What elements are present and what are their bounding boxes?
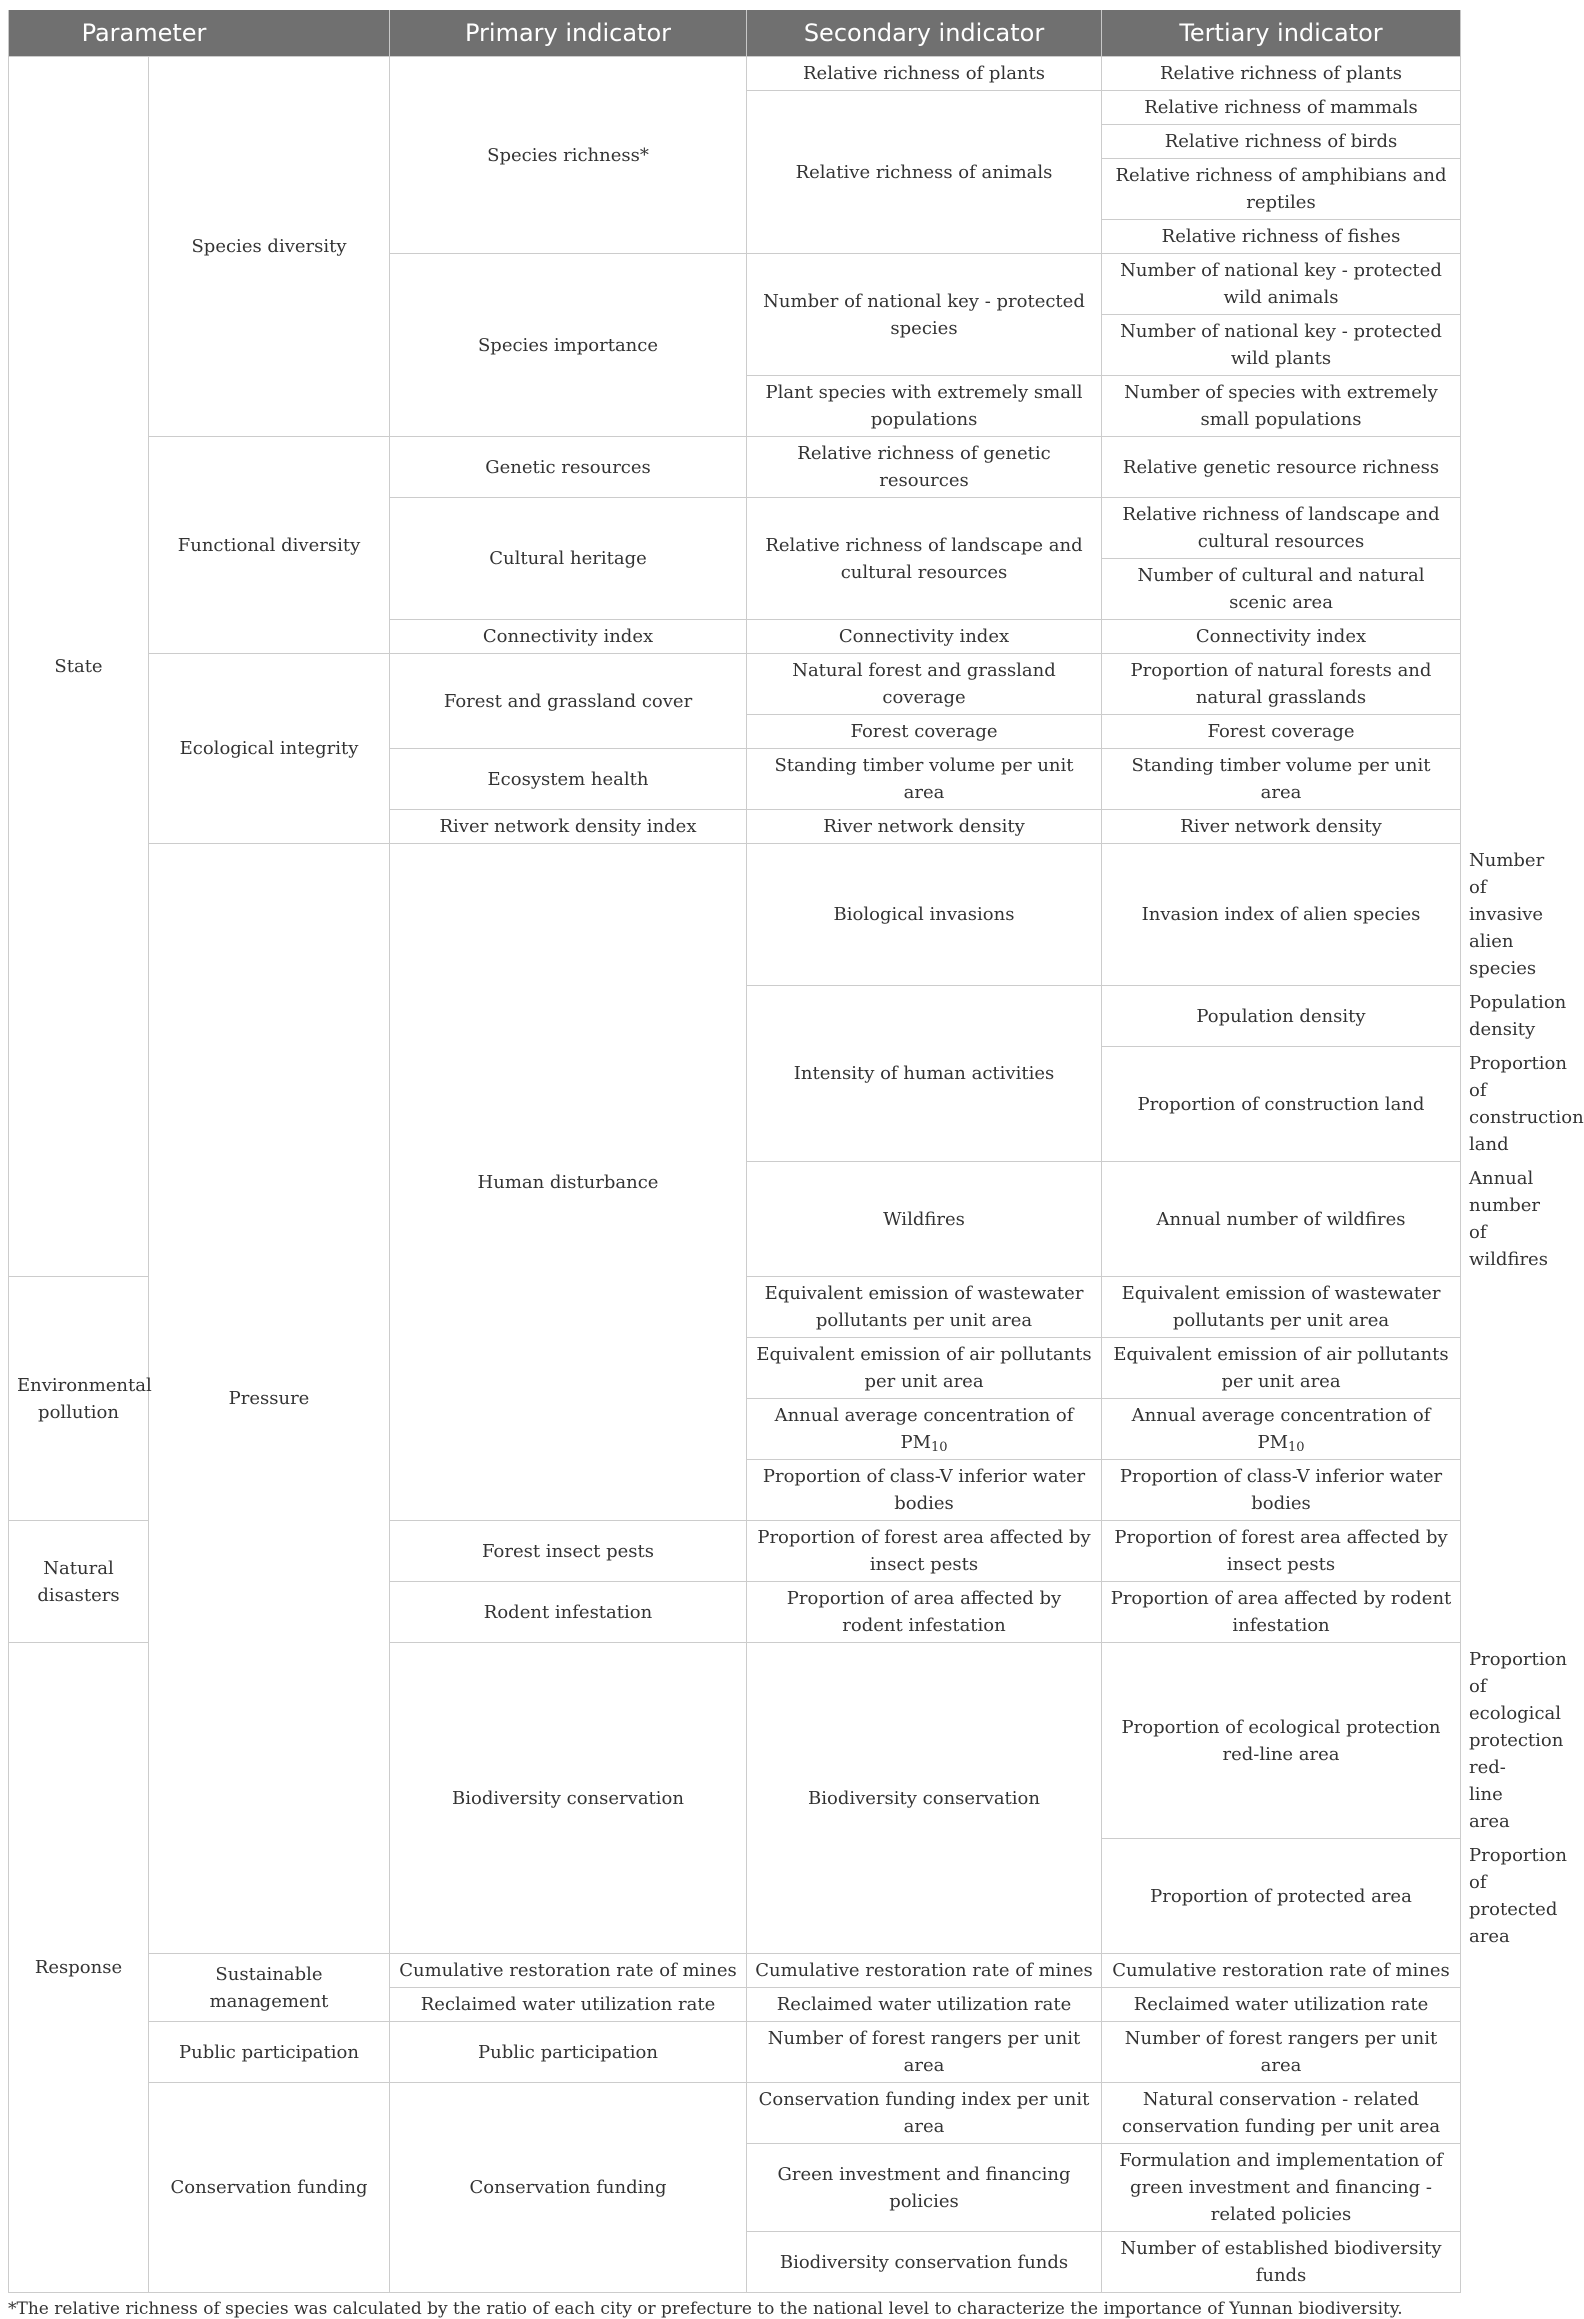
tertiary-cell: Formulation and implementation of green investment and financing - related policies [1102,2144,1461,2232]
secondary-cell: Conservation funding index per unit area [747,2083,1102,2144]
tertiary-cell: Number of national key - protected wild animals [1102,254,1461,315]
secondary-cell: River network density [747,810,1102,844]
cat-functional-diversity: Functional diversity [149,437,390,654]
secondary-cell: Annual average concentration of $PM_{10}$ [747,1399,1102,1460]
tertiary-cell: Proportion of forest area affected by insect pests [1102,1521,1461,1582]
primary-cell: River network density index [390,810,747,844]
secondary-cell: Proportion of construction land [1102,1047,1461,1162]
tertiary-cell: Number of species with extremely small populations [1102,376,1461,437]
secondary-cell: Invasion index of alien species [1102,844,1461,986]
secondary-cell: Biodiversity conservation funds [747,2232,1102,2293]
tertiary-cell: Relative genetic resource richness [1102,437,1461,498]
tertiary-cell: Relative richness of fishes [1102,220,1461,254]
cat-ecological-integrity: Ecological integrity [149,654,390,844]
secondary-cell: Annual number of wildfires [1102,1162,1461,1277]
table-row: Proportion of protected area Proportion of protected area [9,1839,1461,1954]
secondary-cell: Equivalent emission of air pollutants per unit area [747,1338,1102,1399]
table-row [9,2022,1461,2083]
tertiary-cell: Number of cultural and natural scenic area [1102,559,1461,620]
header-tertiary: Tertiary indicator [1102,10,1461,57]
cat-species-diversity: Species diversity [149,57,390,437]
cat-public-participation: Public participation [149,2022,390,2083]
tertiary-cell: Relative richness of mammals [1102,91,1461,125]
tertiary-cell: Equivalent emission of wastewater pollutants per unit area [1102,1277,1461,1338]
secondary-cell: Proportion of class-V inferior water bodies [747,1460,1102,1521]
header-primary: Primary indicator [390,10,747,57]
table-row: Wildfires Annual number of wildfires Annual number of wildfires [9,1162,1461,1277]
tertiary-cell: Cumulative restoration rate of mines [1102,1954,1461,1988]
secondary-cell: Standing timber volume per unit area [747,749,1102,810]
secondary-cell: Connectivity index [747,620,1102,654]
table-row: Response Biodiversity conservation Biodiversity conservation Proportion of ecological protection red-line area Proportion of ecological protection red-line area [9,1643,1461,1839]
secondary-cell: Relative richness of animals [747,91,1102,254]
primary-cell: Forest insect pests [390,1521,747,1582]
table-row: Pressure Human disturbance Biological invasions Invasion index of alien species Number of invasive alien species [9,844,1461,986]
primary-cell: Biological invasions [747,844,1102,986]
table-footnote: *The relative richness of species was calculated by the ratio of each city or prefecture to the national level to characterize the importance of Yunnan biodiversity. [8,2299,1403,2319]
cat-biodiversity-conservation: Biodiversity conservation [390,1643,747,1954]
secondary-cell: Relative richness of landscape and cultural resources [747,498,1102,620]
secondary-cell: Proportion of protected area [1102,1839,1461,1954]
primary-cell: Environmental pollution [9,1277,149,1521]
tertiary-cell: Reclaimed water utilization rate [1102,1988,1461,2022]
cat-sustainable-management: Sustainable management [149,1954,390,2022]
secondary-cell: Green investment and financing policies [747,2144,1102,2232]
cat-human-disturbance: Human disturbance [390,844,747,1521]
tertiary-cell: Number of national key - protected wild plants [1102,315,1461,376]
tertiary-cell: Relative richness of landscape and cultural resources [1102,498,1461,559]
tertiary-cell: Annual average concentration of $PM_{10}$ [1102,1399,1461,1460]
param-pressure: Pressure [149,844,390,1954]
secondary-cell: Forest coverage [747,715,1102,749]
primary-cell: Cumulative restoration rate of mines [390,1954,747,1988]
tertiary-cell: Relative richness of plants [1102,57,1461,91]
cat-conservation-funding: Conservation funding [149,2083,390,2293]
tertiary-cell: Proportion of natural forests and natural grasslands [1102,654,1461,715]
secondary-cell: Proportion of area affected by rodent infestation [747,1582,1102,1643]
table-row [9,437,1461,498]
table-row [9,2083,1461,2144]
tertiary-cell: Relative richness of amphibians and reptiles [1102,159,1461,220]
primary-cell: Species importance [390,254,747,437]
primary-cell: Species richness* [390,57,747,254]
tertiary-cell: Number of forest rangers per unit area [1102,2022,1461,2083]
tertiary-cell: Relative richness of birds [1102,125,1461,159]
indicator-table [8,10,1584,2293]
secondary-cell: Reclaimed water utilization rate [747,1988,1102,2022]
primary-cell: Reclaimed water utilization rate [390,1988,747,2022]
tertiary-cell: River network density [1102,810,1461,844]
table-row: Intensity of human activities Population density Population density [9,986,1461,1047]
indicator-table-container [8,10,1584,2319]
cat-natural-disasters: Natural disasters [9,1521,149,1643]
pm10-subscript: 10 [931,1440,948,1455]
secondary-cell: Proportion of ecological protection red-line area [1102,1643,1461,1839]
primary-cell: Conservation funding [390,2083,747,2293]
secondary-cell: Equivalent emission of wastewater pollutants per unit area [747,1277,1102,1338]
primary-cell: Connectivity index [390,620,747,654]
secondary-cell: Plant species with extremely small populations [747,376,1102,437]
secondary-cell: Population density [1102,986,1461,1047]
secondary-cell: Number of national key - protected species [747,254,1102,376]
primary-cell: Genetic resources [390,437,747,498]
table-row [9,654,1461,715]
table-row [9,57,1461,91]
pm10-subscript: 10 [1288,1440,1305,1455]
primary-cell: Forest and grassland cover [390,654,747,749]
header-parameter-label: Parameter [81,19,207,47]
tertiary-cell: Equivalent emission of air pollutants per unit area [1102,1338,1461,1399]
primary-cell: Ecosystem health [390,749,747,810]
tertiary-cell: Number of established biodiversity funds [1102,2232,1461,2293]
param-response: Response [9,1643,149,2293]
secondary-cell: Number of forest rangers per unit area [747,2022,1102,2083]
primary-cell: Wildfires [747,1162,1102,1277]
tertiary-cell: Proportion of area affected by rodent infestation [1102,1582,1461,1643]
tertiary-cell: Proportion of class-V inferior water bodies [1102,1460,1461,1521]
tertiary-cell: Standing timber volume per unit area [1102,749,1461,810]
tertiary-cell: Forest coverage [1102,715,1461,749]
secondary-cell: Proportion of forest area affected by insect pests [747,1521,1102,1582]
primary-cell: Cultural heritage [390,498,747,620]
primary-cell: Rodent infestation [390,1582,747,1643]
secondary-cell: Cumulative restoration rate of mines [747,1954,1102,1988]
tertiary-cell: Natural conservation - related conservation funding per unit area [1102,2083,1461,2144]
header-parameter [9,10,390,57]
secondary-cell: Natural forest and grassland coverage [747,654,1102,715]
header-secondary: Secondary indicator [747,10,1102,57]
secondary-cell: Relative richness of plants [747,57,1102,91]
tertiary-cell: Connectivity index [1102,620,1461,654]
primary-cell: Public participation [390,2022,747,2083]
table-header-row [9,10,1461,57]
param-state: State [9,57,149,1277]
primary-cell: Intensity of human activities [747,986,1102,1162]
secondary-cell: Relative richness of genetic resources [747,437,1102,498]
primary-cell: Biodiversity conservation [747,1643,1102,1954]
table-row [9,1954,1461,1988]
table-row: Proportion of construction land Proportion of construction land [9,1047,1461,1162]
